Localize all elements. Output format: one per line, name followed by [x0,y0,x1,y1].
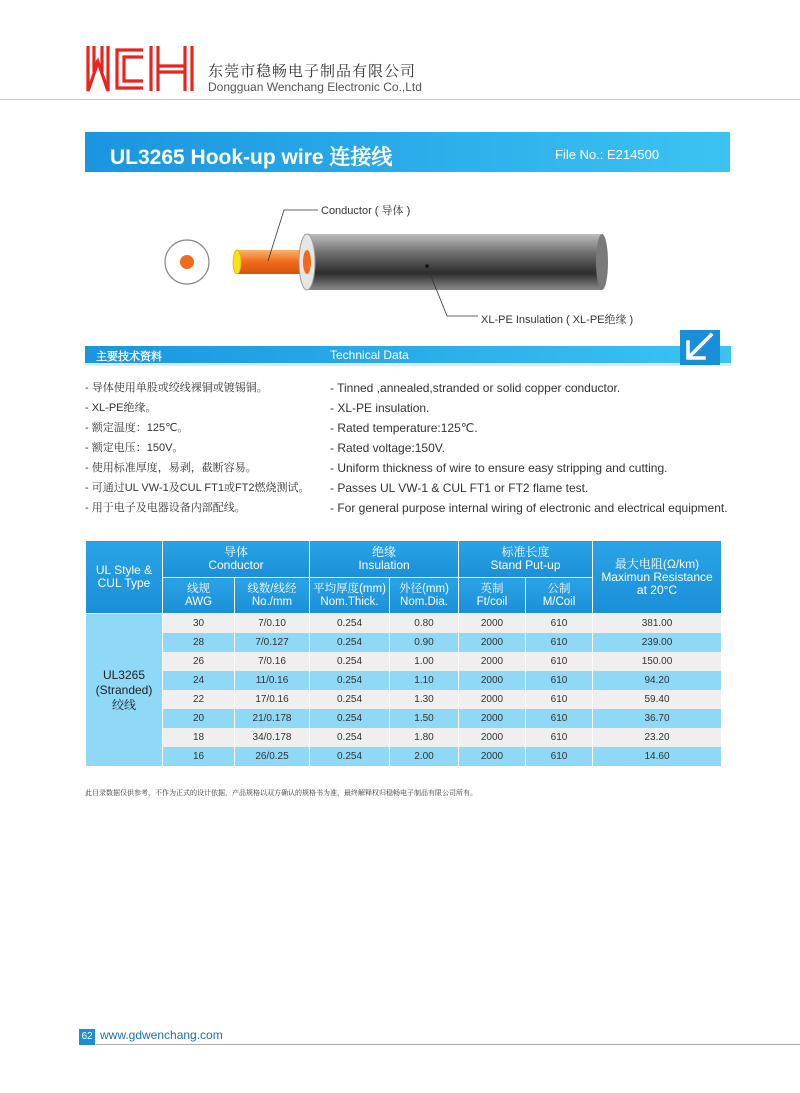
feature-item-en: - Uniform thickness of wire to ensure easy stripping and cutting. [330,461,668,475]
file-number: File No.: E214500 [555,147,660,162]
feature-item-en: - Passes UL VW-1 & CUL FT1 or FT2 flame test. [330,481,589,495]
section-title-en: Technical Data [330,348,409,362]
ul-style-cell: UL3265 (Stranded) 绞线 [86,614,163,767]
section-title-cn: 主要技术资料 [96,351,162,363]
header-nom-dia: 外径(mm) Nom.Dia. [390,578,459,614]
feature-item-en: - Tinned ,annealed,stranded or solid copper conductor. [330,381,621,395]
table-row: 18 34/0.178 0.254 1.80 2000 610 23.20 [86,728,722,747]
header-m-coil: 公制 M/Coil [526,578,593,614]
disclaimer-text: 此目录数据仅供参考，不作为正式的设计依据，产品规格以双方确认的规格书为准，最终解释权归稳畅电子制品有限公司所有。 [85,790,477,797]
header-stand-putup: 标准长度 Stand Put-up [459,541,593,578]
feature-item-cn: - 额定温度：125℃。 [85,422,189,434]
table-row: 16 26/0.25 0.254 2.00 2000 610 14.60 [86,747,722,766]
table-row: 26 7/0.16 0.254 1.00 2000 610 150.00 [86,652,722,671]
insulation-jacket [299,234,608,290]
feature-item-cn: - 使用标准厚度，易剥，截断容易。 [85,462,257,474]
product-title: UL3265 Hook-up wire 连接线 [110,146,393,169]
conductor-label: Conductor ( 导体 ) [321,205,411,217]
header-max-resistance: 最大电阻(Ω/km) Maximun Resistance at 20°C [593,541,722,614]
table-row: 28 7/0.127 0.254 0.90 2000 610 239.00 [86,633,722,652]
feature-item-en: - XL-PE insulation. [330,401,430,415]
header-ul-style: UL Style & CUL Type [86,541,163,614]
website-link[interactable]: www.gdwenchang.com [100,1028,223,1042]
feature-item-cn: - 可通过UL VW-1及CUL FT1或FT2燃烧测试。 [85,482,310,494]
footer-divider [96,1044,800,1045]
insulation-label: XL-PE Insulation ( XL-PE绝缘 ) [481,314,634,326]
feature-item-cn: - 导体使用单股或绞线裸铜或镀锡铜。 [85,382,268,394]
feature-item-en: - Rated temperature:125℃. [330,421,478,435]
feature-item-cn: - XL-PE绝缘。 [85,402,157,414]
feature-item-en: - Rated voltage:150V. [330,441,445,455]
header-nom-thick: 平均厚度(mm) Nom.Thick. [310,578,390,614]
header-divider [0,99,800,100]
cross-section [165,240,209,284]
specification-table [85,540,722,766]
wch-logo [85,42,197,94]
header-strands: 线数/线经 No./mm [235,578,310,614]
features-list-en [330,378,728,518]
feature-item-cn: - 用于电子及电器设备内部配线。 [85,502,246,514]
feature-item-cn: - 额定电压：150V。 [85,442,184,454]
arrow-down-left-icon [680,330,720,365]
table-row: 24 11/0.16 0.254 1.10 2000 610 94.20 [86,671,722,690]
table-row: 22 17/0.16 0.254 1.30 2000 610 59.40 [86,690,722,709]
feature-item-en: - For general purpose internal wiring of electronic and electrical equipment. [330,501,728,515]
table-row: 20 21/0.178 0.254 1.50 2000 610 36.70 [86,709,722,728]
features-list-cn [85,378,310,518]
section-bar-shadow [85,363,731,366]
page-number: 62 [79,1029,95,1045]
header-conductor: 导体 Conductor [163,541,310,578]
company-name-cn: 东莞市稳畅电子制品有限公司 [208,63,417,80]
arrow-badge [680,330,720,365]
header-insulation: 绝缘 Insulation [310,541,459,578]
table-row: UL3265 (Stranded) 绞线 30 7/0.10 0.254 0.80 2000 610 381.00 [86,614,722,634]
company-name-en: Dongguan Wenchang Electronic Co.,Ltd [208,80,422,94]
header-ft-coil: 英制 Ft/coil [459,578,526,614]
header-awg: 线规 AWG [163,578,235,614]
